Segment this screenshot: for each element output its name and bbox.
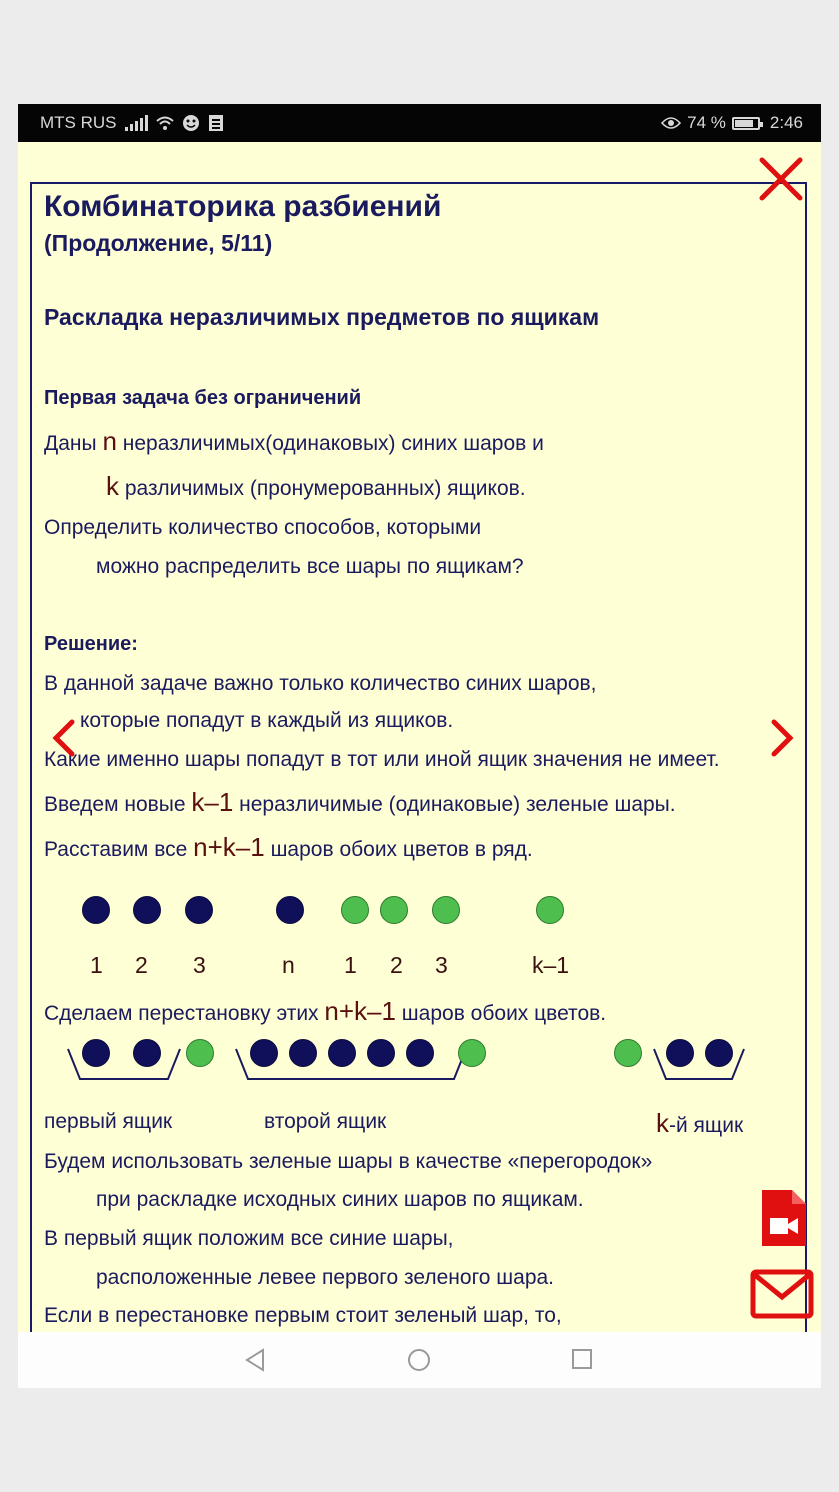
task-line-2: k различимых (пронумерованных) ящиков. xyxy=(106,471,526,501)
ball-label: 1 xyxy=(90,952,103,978)
box-label-first: первый ящик xyxy=(44,1110,173,1133)
signal-icon xyxy=(125,115,148,131)
blue-ball xyxy=(82,896,110,924)
solution-line-2: которые попадут в каждый из ящиков. xyxy=(80,709,454,732)
video-file-icon[interactable] xyxy=(758,1186,810,1250)
blue-ball xyxy=(406,1039,434,1067)
blue-ball xyxy=(367,1039,395,1067)
recent-apps-icon[interactable] xyxy=(571,1348,593,1370)
ball-label: n xyxy=(282,952,295,978)
blue-ball xyxy=(82,1039,110,1067)
ball-label: 3 xyxy=(435,952,448,978)
ball-label: 2 xyxy=(135,952,148,978)
solution-line-1: В данной задаче важно только количество синих шаров, xyxy=(44,672,597,695)
blue-ball xyxy=(133,896,161,924)
notification-icon xyxy=(182,114,200,132)
blue-ball xyxy=(133,1039,161,1067)
green-ball xyxy=(380,896,408,924)
solution-line-7: Будем использовать зеленые шары в качестве «перегородок» xyxy=(44,1150,653,1173)
task-line-1: Даны n неразличимых(одинаковых) синих шаров и xyxy=(44,426,544,456)
green-ball xyxy=(458,1039,486,1067)
box-label-second: второй ящик xyxy=(264,1110,387,1133)
task-heading: Первая задача без ограничений xyxy=(44,387,362,409)
status-bar xyxy=(18,104,821,142)
ball-label: 2 xyxy=(390,952,403,978)
task-line-3: Определить количество способов, которыми xyxy=(44,516,482,539)
solution-line-9: В первый ящик положим все синие шары, xyxy=(44,1227,454,1250)
green-ball xyxy=(432,896,460,924)
solution-line-11: Если в перестановке первым стоит зеленый шар, то, xyxy=(44,1304,562,1327)
battery-icon xyxy=(732,117,760,130)
home-icon[interactable] xyxy=(407,1348,431,1372)
blue-ball xyxy=(185,896,213,924)
blue-ball xyxy=(289,1039,317,1067)
solution-line-8: при раскладке исходных синих шаров по ящикам. xyxy=(96,1188,584,1211)
green-ball xyxy=(186,1039,214,1067)
blue-ball xyxy=(276,896,304,924)
sim-icon xyxy=(208,114,224,132)
blue-ball xyxy=(250,1039,278,1067)
solution-line-5: Расставим все n+k–1 шаров обоих цветов в ряд. xyxy=(44,832,533,862)
battery-percent: 74 % xyxy=(687,113,726,132)
solution-line-10: расположенные левее первого зеленого шара. xyxy=(96,1266,555,1289)
eye-icon xyxy=(661,116,681,130)
solution-heading: Решение: xyxy=(44,633,138,655)
ball-label: k–1 xyxy=(532,952,570,978)
var-n: n xyxy=(102,426,117,456)
clock: 2:46 xyxy=(769,113,803,132)
section-heading: Раскладка неразличимых предметов по ящикам xyxy=(44,304,600,330)
back-icon[interactable] xyxy=(244,1348,266,1372)
solution-line-4: Введем новые k–1 неразличимые (одинаковые) зеленые шары. xyxy=(44,787,676,817)
green-ball xyxy=(341,896,369,924)
var-k: k xyxy=(106,471,119,501)
next-page-icon[interactable] xyxy=(770,718,796,758)
page-title: Комбинаторика разбиений xyxy=(44,190,442,223)
ball-label: 3 xyxy=(193,952,206,978)
prev-page-icon[interactable] xyxy=(50,718,76,758)
solution-line-3: Какие именно шары попадут в тот или иной ящик значения не имеет. xyxy=(44,748,720,771)
wifi-icon xyxy=(156,115,174,131)
blue-ball xyxy=(328,1039,356,1067)
ball-label: 1 xyxy=(344,952,357,978)
green-ball xyxy=(614,1039,642,1067)
mail-icon[interactable] xyxy=(750,1269,814,1319)
task-line-4: можно распределить все шары по ящикам? xyxy=(96,555,524,578)
page-subtitle: (Продолжение, 5/11) xyxy=(44,230,273,256)
phone-screen xyxy=(18,104,821,1388)
system-navbar xyxy=(18,1332,821,1388)
box-label-k: k-й ящик xyxy=(656,1108,744,1138)
green-ball xyxy=(536,896,564,924)
blue-ball xyxy=(705,1039,733,1067)
carrier-name: MTS RUS xyxy=(40,113,117,132)
close-icon[interactable] xyxy=(758,156,804,202)
solution-line-6: Сделаем перестановку этих n+k–1 шаров обоих цветов. xyxy=(44,996,607,1026)
blue-ball xyxy=(666,1039,694,1067)
